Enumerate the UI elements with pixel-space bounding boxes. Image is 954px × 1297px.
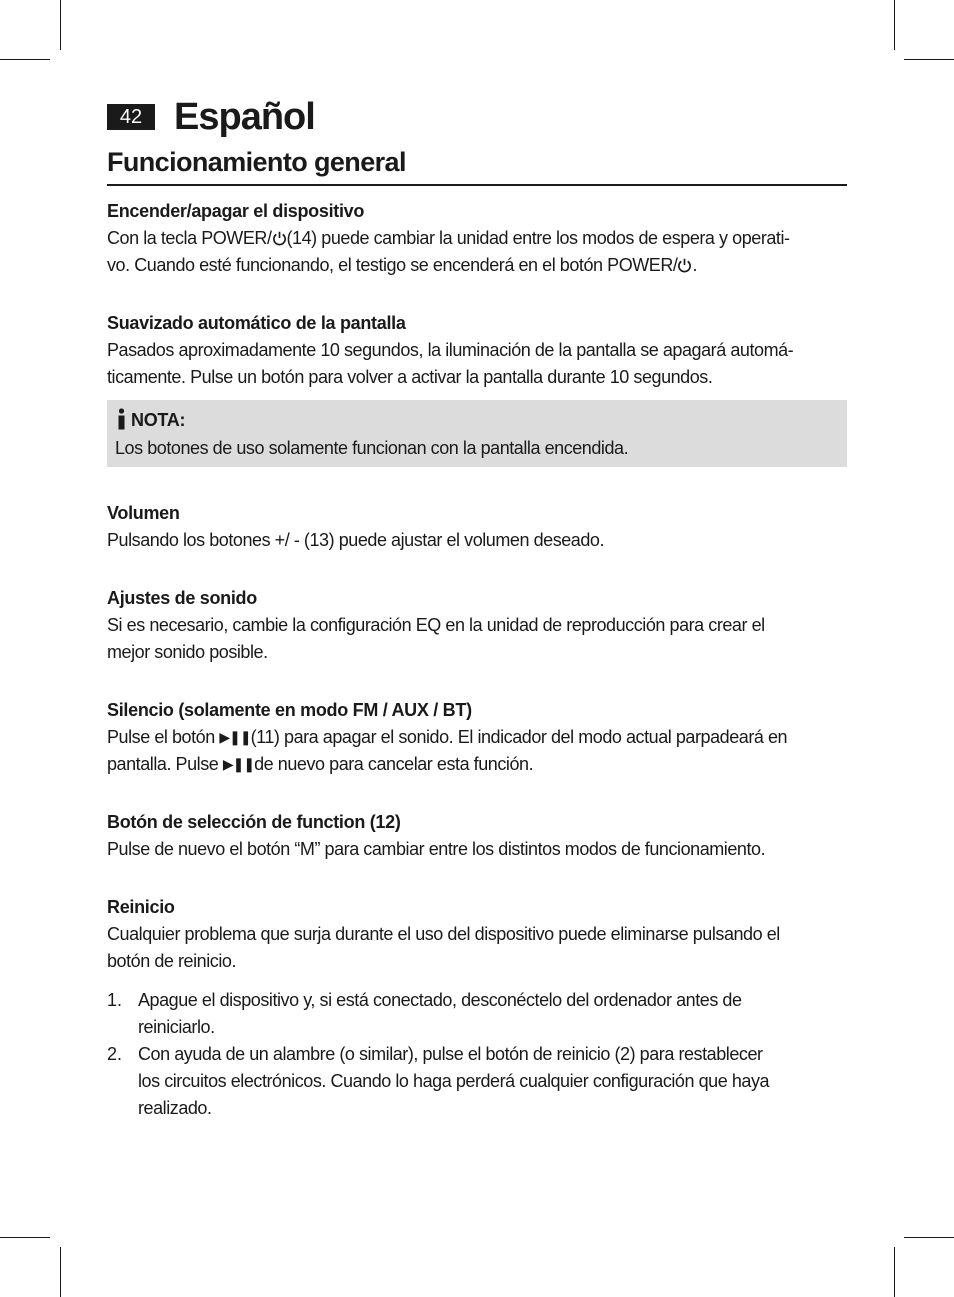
section-heading: Volumen	[107, 503, 180, 523]
section-sound-settings	[107, 585, 847, 666]
section-heading: Silencio (solamente en modo FM / AUX / BT)	[107, 700, 472, 720]
page-number: 42	[107, 104, 155, 130]
text-span: de nuevo para cancelar esta función.	[254, 754, 534, 774]
section-heading: Encender/apagar el dispositivo	[107, 201, 365, 221]
note-text: Los botones de uso solamente funcionan con la pantalla encendida.	[115, 438, 629, 458]
text-span: pantalla. Pulse	[107, 754, 223, 774]
crop-mark-top-right-vertical	[894, 0, 895, 50]
paragraph-line: mejor sonido posible.	[107, 642, 268, 662]
section-display-dimming	[107, 310, 847, 391]
language-title: Español	[174, 96, 315, 138]
paragraph-line	[107, 225, 847, 252]
note-title	[116, 408, 185, 432]
paragraph-line: Cualquier problema que surja durante el uso del dispositivo puede eliminarse pulsando el	[107, 924, 780, 944]
list-text-line: reiniciarlo.	[138, 1017, 215, 1037]
info-icon	[116, 408, 127, 430]
section-heading: Reinicio	[107, 897, 175, 917]
section-title: Funcionamiento general	[107, 147, 406, 177]
section-volume	[107, 500, 847, 554]
section-heading: Suavizado automático de la pantalla	[107, 313, 406, 333]
text-span: Con la tecla POWER/	[107, 228, 272, 248]
play-pause-icon: ▶❚❚	[219, 729, 251, 745]
note-title-text: NOTA:	[131, 410, 186, 430]
power-icon	[677, 258, 692, 273]
text-span: .	[692, 255, 697, 275]
note-box	[107, 400, 847, 467]
paragraph-line: Pulse de nuevo el botón “M” para cambiar entre los distintos modos de funcionamiento.	[107, 839, 766, 859]
section-power	[107, 198, 847, 279]
paragraph-line: Pulsando los botones +/ - (13) puede ajustar el volumen deseado.	[107, 530, 605, 550]
paragraph-line: ticamente. Pulse un botón para volver a activar la pantalla durante 10 segundos.	[107, 367, 713, 387]
crop-mark-bottom-left-vertical	[60, 1247, 61, 1297]
section-divider	[107, 184, 847, 186]
paragraph-line	[107, 724, 847, 751]
paragraph-line: Pasados aproximadamente 10 segundos, la iluminación de la pantalla se apagará automá-	[107, 340, 794, 360]
power-icon	[272, 231, 287, 246]
section-function-button	[107, 809, 847, 863]
list-number: 1.	[107, 990, 123, 1010]
section-mute	[107, 697, 847, 778]
paragraph-line: botón de reinicio.	[107, 951, 236, 971]
paragraph-line	[107, 751, 847, 778]
text-span: (14) puede cambiar la unidad entre los modos de espera y operati-	[286, 228, 790, 248]
list-number: 2.	[107, 1044, 123, 1064]
crop-mark-bottom-right-horizontal	[904, 1237, 954, 1238]
list-text-line: Con ayuda de un alambre (o similar), pulse el botón de reinicio (2) para restablecer	[138, 1044, 763, 1064]
list-text-line: Apague el dispositivo y, si está conectado, desconéctelo del ordenador antes de	[138, 990, 742, 1010]
list-item	[107, 1041, 847, 1122]
section-reset	[107, 894, 847, 975]
list-item	[107, 987, 847, 1041]
text-span: (11) para apagar el sonido. El indicador del modo actual parpadeará en	[250, 727, 788, 747]
reset-steps-list	[107, 987, 847, 1122]
list-text-line: realizado.	[138, 1098, 212, 1118]
text-span: vo. Cuando esté funcionando, el testigo se encenderá en el botón POWER/	[107, 255, 678, 275]
crop-mark-bottom-left-horizontal	[0, 1237, 50, 1238]
crop-mark-top-left-vertical	[60, 0, 61, 50]
paragraph-line: Si es necesario, cambie la configuración EQ en la unidad de reproducción para crear el	[107, 615, 765, 635]
paragraph-line	[107, 252, 847, 279]
section-heading: Botón de selección de function (12)	[107, 812, 401, 832]
section-heading: Ajustes de sonido	[107, 588, 257, 608]
list-text-line: los circuitos electrónicos. Cuando lo haga perderá cualquier configuración que haya	[138, 1071, 770, 1091]
crop-mark-bottom-right-vertical	[894, 1247, 895, 1297]
play-pause-icon: ▶❚❚	[222, 756, 255, 772]
crop-mark-top-left-horizontal	[0, 59, 50, 60]
text-span: Pulse el botón	[107, 727, 220, 747]
crop-mark-top-right-horizontal	[904, 59, 954, 60]
